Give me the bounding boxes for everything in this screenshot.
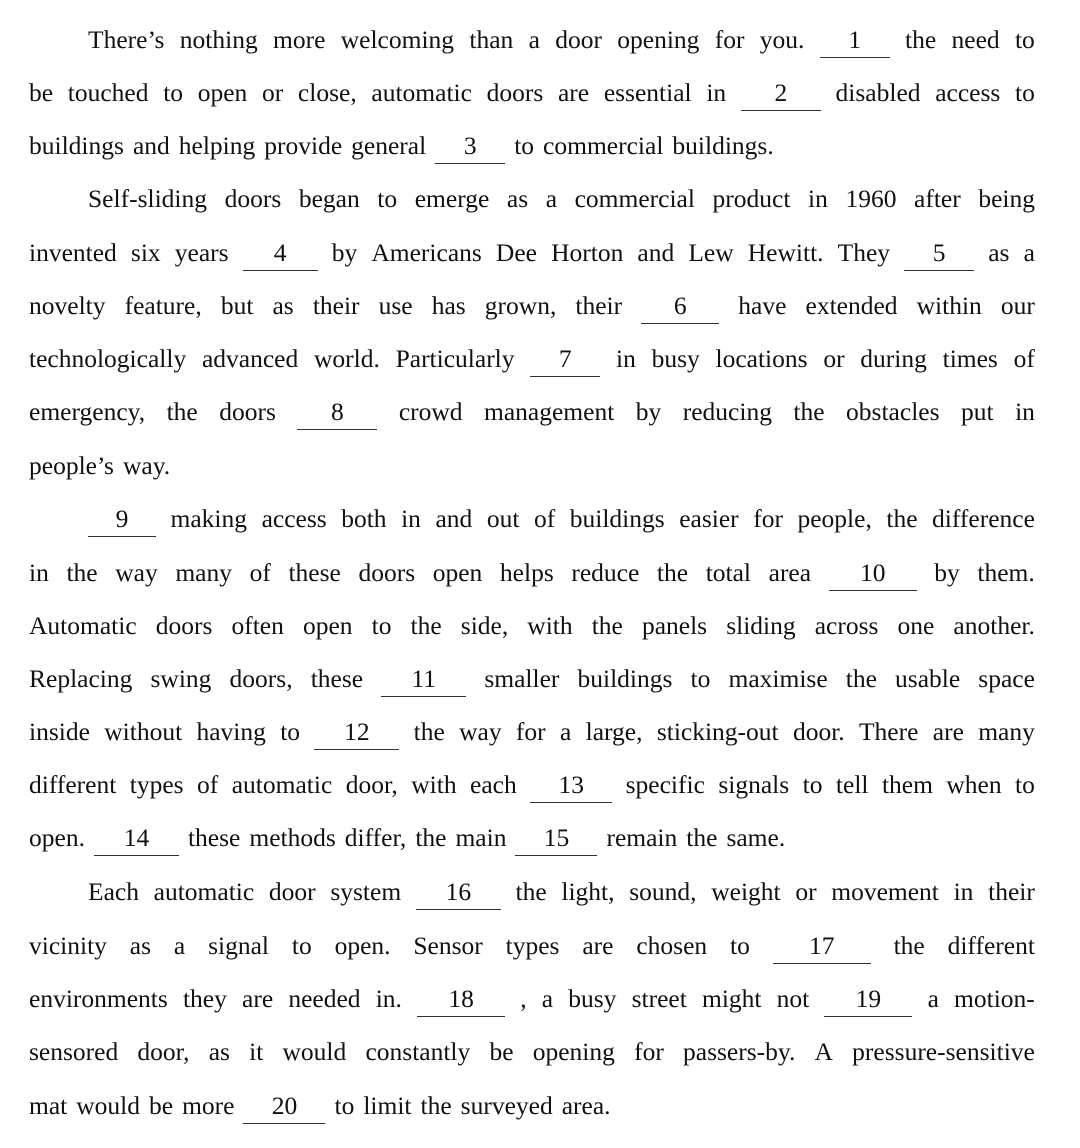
passage-word: Sensor bbox=[413, 931, 483, 960]
passage-word: be bbox=[149, 1091, 174, 1120]
answer-blank-17: 17 bbox=[773, 931, 871, 964]
passage-word: many bbox=[175, 558, 232, 587]
passage-word: inside bbox=[29, 717, 90, 746]
passage-word: Americans bbox=[371, 238, 482, 267]
passage-word: light, bbox=[561, 877, 615, 906]
passage-word: way bbox=[459, 717, 502, 746]
passage-word: to bbox=[730, 931, 750, 960]
passage-word: the bbox=[893, 931, 925, 960]
line-10 bbox=[88, 499, 1035, 539]
passage-word: the bbox=[905, 25, 937, 54]
passage-word: in bbox=[401, 504, 421, 533]
passage-word: the bbox=[886, 504, 918, 533]
passage-word: Horton bbox=[551, 238, 624, 267]
passage-word: them bbox=[881, 770, 933, 799]
passage-word: would bbox=[76, 1091, 140, 1120]
answer-blank-15: 15 bbox=[515, 823, 597, 856]
passage-word: invented bbox=[29, 238, 117, 267]
passage-word: a bbox=[927, 984, 939, 1013]
passage-word: people’s bbox=[29, 451, 114, 480]
passage-word: you. bbox=[759, 25, 805, 54]
passage-word: different bbox=[29, 770, 117, 799]
passage-word: with bbox=[527, 611, 573, 640]
answer-blank-9: 9 bbox=[88, 504, 156, 537]
passage-word: provide bbox=[264, 131, 343, 160]
passage-word: having bbox=[196, 717, 266, 746]
passage-word: to bbox=[371, 611, 392, 640]
passage-word: for bbox=[714, 25, 745, 54]
answer-blank-10: 10 bbox=[829, 558, 917, 591]
passage-word: Each bbox=[88, 877, 139, 906]
passage-word: a bbox=[528, 25, 540, 54]
passage-word: being bbox=[978, 184, 1035, 213]
passage-word: the bbox=[413, 717, 445, 746]
passage-word: There’s bbox=[88, 25, 165, 54]
passage-word: in bbox=[953, 877, 974, 906]
passage-word: our bbox=[1000, 291, 1035, 320]
line-4 bbox=[88, 179, 1035, 219]
passage-word: a bbox=[545, 184, 558, 213]
answer-blank-8: 8 bbox=[297, 397, 377, 430]
passage-word: to bbox=[690, 664, 711, 693]
passage-word: not bbox=[776, 984, 810, 1013]
passage-word: automatic bbox=[231, 770, 333, 799]
passage-word: out bbox=[486, 504, 520, 533]
passage-word: people, bbox=[797, 504, 872, 533]
passage-word: street bbox=[631, 984, 687, 1013]
passage-word: emerge bbox=[414, 184, 490, 213]
passage-word: to bbox=[163, 78, 184, 107]
passage-word: to bbox=[280, 717, 301, 746]
passage-word: Automatic bbox=[29, 611, 137, 640]
line-12 bbox=[29, 606, 1035, 646]
passage-word: total bbox=[705, 558, 752, 587]
passage-word: Self-sliding bbox=[88, 184, 207, 213]
answer-blank-4: 4 bbox=[243, 238, 318, 271]
passage-word: way bbox=[115, 558, 158, 587]
passage-word: differ, bbox=[344, 823, 407, 852]
passage-word: commercial bbox=[543, 131, 664, 160]
passage-word: it bbox=[249, 1037, 264, 1066]
passage-word: general bbox=[351, 131, 427, 160]
passage-word: opening bbox=[532, 1037, 615, 1066]
passage-word: way. bbox=[122, 451, 171, 480]
passage-word: their bbox=[575, 291, 623, 320]
passage-word: close, bbox=[297, 78, 357, 107]
line-9 bbox=[29, 446, 1035, 486]
passage-word: each bbox=[470, 770, 517, 799]
line-3 bbox=[29, 126, 1035, 166]
passage-word: motion- bbox=[954, 984, 1035, 1013]
passage-word: their bbox=[312, 291, 360, 320]
passage-word: be bbox=[489, 1037, 514, 1066]
passage-word: more bbox=[182, 1091, 235, 1120]
passage-word: buildings bbox=[569, 504, 665, 533]
passage-word: with bbox=[411, 770, 457, 799]
passage-word: emergency, bbox=[29, 397, 146, 426]
passage-word: management bbox=[484, 397, 615, 426]
passage-word: many bbox=[978, 717, 1035, 746]
passage-word: the bbox=[420, 1091, 452, 1120]
line-11 bbox=[29, 553, 1035, 593]
passage-word: types bbox=[505, 931, 560, 960]
line-18 bbox=[29, 926, 1035, 966]
passage-word: and bbox=[132, 131, 170, 160]
line-19 bbox=[29, 979, 1035, 1019]
passage-word: by bbox=[331, 238, 358, 267]
passage-word: reducing bbox=[682, 397, 772, 426]
passage-word: have bbox=[738, 291, 787, 320]
passage-word: the bbox=[845, 664, 877, 693]
passage-word: in bbox=[616, 344, 636, 373]
passage-word: tell bbox=[835, 770, 869, 799]
passage-word: open bbox=[302, 611, 353, 640]
passage-word: easier bbox=[679, 504, 739, 533]
passage-word: often bbox=[231, 611, 284, 640]
line-7 bbox=[29, 339, 1035, 379]
passage-word: without bbox=[104, 717, 183, 746]
passage-word: for bbox=[634, 1037, 664, 1066]
passage-word: are bbox=[242, 984, 274, 1013]
passage-word: technologically bbox=[29, 344, 187, 373]
passage-word: in bbox=[29, 558, 49, 587]
passage-word: buildings bbox=[29, 131, 124, 160]
passage-word: six bbox=[130, 238, 161, 267]
passage-word: or bbox=[823, 344, 845, 373]
passage-word: grown, bbox=[484, 291, 557, 320]
passage-word: mat bbox=[29, 1091, 68, 1120]
passage-word: within bbox=[916, 291, 982, 320]
passage-word: a bbox=[1023, 238, 1035, 267]
passage-word: as bbox=[506, 184, 529, 213]
passage-word: same. bbox=[726, 823, 786, 852]
passage-word: as bbox=[272, 291, 294, 320]
answer-blank-7: 7 bbox=[530, 344, 600, 377]
passage-word: doors, bbox=[229, 664, 293, 693]
passage-word: the bbox=[656, 558, 689, 587]
passage-word: the bbox=[515, 877, 547, 906]
passage-word: essential bbox=[603, 78, 692, 107]
passage-word: open bbox=[197, 78, 248, 107]
passage-word: There bbox=[858, 717, 919, 746]
passage-word: constantly bbox=[365, 1037, 471, 1066]
passage-word: a bbox=[541, 984, 554, 1013]
line-6 bbox=[29, 286, 1035, 326]
passage-word: as bbox=[208, 1037, 230, 1066]
passage-word: Dee bbox=[495, 238, 537, 267]
passage-word: of bbox=[249, 558, 271, 587]
passage-word: has bbox=[431, 291, 466, 320]
passage-word: are bbox=[582, 931, 614, 960]
passage-word: are bbox=[557, 78, 590, 107]
line-14 bbox=[29, 712, 1035, 752]
passage-word: methods bbox=[249, 823, 336, 852]
passage-word: main bbox=[455, 823, 507, 852]
answer-blank-12: 12 bbox=[314, 717, 399, 750]
passage-word: the bbox=[410, 611, 442, 640]
passage-word: in bbox=[706, 78, 727, 107]
passage-word: years bbox=[174, 238, 229, 267]
passage-word: are bbox=[932, 717, 964, 746]
passage-word: they bbox=[182, 984, 227, 1013]
passage-word: , bbox=[520, 984, 527, 1013]
passage-word: began bbox=[298, 184, 360, 213]
passage-word: 1960 bbox=[845, 184, 897, 213]
passage-word: novelty bbox=[29, 291, 106, 320]
passage-word: difference bbox=[932, 504, 1035, 533]
passage-word: open. bbox=[29, 823, 85, 852]
passage-word: door. bbox=[792, 717, 845, 746]
passage-word: busy bbox=[651, 344, 700, 373]
passage-word: system bbox=[330, 877, 402, 906]
passage-word: product bbox=[712, 184, 791, 213]
passage-word: surveyed bbox=[460, 1091, 553, 1120]
passage-word: than bbox=[469, 25, 514, 54]
passage-word: in bbox=[1015, 397, 1035, 426]
passage-word: to bbox=[802, 770, 823, 799]
passage-word: reduce bbox=[571, 558, 640, 587]
passage-word: a bbox=[173, 931, 186, 960]
passage-word: of bbox=[197, 770, 219, 799]
passage-word: commercial bbox=[574, 184, 695, 213]
passage-word: doors bbox=[486, 78, 544, 107]
line-16 bbox=[29, 818, 1035, 858]
passage-word: maximise bbox=[728, 664, 828, 693]
passage-word: passers-by. bbox=[683, 1037, 796, 1066]
answer-blank-18: 18 bbox=[417, 984, 505, 1017]
passage-word: the bbox=[166, 397, 198, 426]
passage-word: doors bbox=[155, 611, 213, 640]
passage-word: sliding bbox=[726, 611, 796, 640]
passage-word: touched bbox=[67, 78, 149, 107]
passage-word: making bbox=[170, 504, 248, 533]
passage-word: more bbox=[273, 25, 326, 54]
passage-word: but bbox=[220, 291, 254, 320]
passage-word: sticking-out bbox=[656, 717, 779, 746]
passage-word: signals bbox=[718, 770, 790, 799]
passage-word: as bbox=[129, 931, 152, 960]
passage-word: during bbox=[860, 344, 927, 373]
answer-blank-13: 13 bbox=[530, 770, 612, 803]
line-1 bbox=[88, 20, 1035, 60]
answer-blank-1: 1 bbox=[820, 25, 890, 58]
passage-word: space bbox=[978, 664, 1035, 693]
passage-word: sound, bbox=[629, 877, 697, 906]
passage-word: swing bbox=[150, 664, 212, 693]
passage-word: doors bbox=[219, 397, 276, 426]
passage-word: side, bbox=[460, 611, 509, 640]
passage-word: door bbox=[555, 25, 602, 54]
answer-blank-20: 20 bbox=[243, 1091, 325, 1124]
line-2 bbox=[29, 73, 1035, 113]
passage-word: to bbox=[377, 184, 398, 213]
passage-word: might bbox=[701, 984, 762, 1013]
passage-word: and bbox=[435, 504, 473, 533]
passage-word: open bbox=[432, 558, 483, 587]
passage-word: in. bbox=[375, 984, 402, 1013]
passage-word: busy bbox=[568, 984, 617, 1013]
passage-word: needed bbox=[288, 984, 361, 1013]
passage-word: area bbox=[768, 558, 812, 587]
passage-word: to bbox=[1015, 770, 1035, 799]
passage-word: area. bbox=[561, 1091, 611, 1120]
passage-word: sensored bbox=[29, 1037, 119, 1066]
passage-word: locations bbox=[715, 344, 808, 373]
answer-blank-19: 19 bbox=[824, 984, 912, 1017]
passage-word: across bbox=[814, 611, 879, 640]
passage-word: the bbox=[686, 823, 718, 852]
passage-word: to bbox=[334, 1091, 355, 1120]
passage-word: vicinity bbox=[29, 931, 107, 960]
passage-word: to bbox=[1015, 78, 1035, 107]
passage-word: access bbox=[261, 504, 327, 533]
passage-word: them. bbox=[977, 558, 1035, 587]
passage-word: nothing bbox=[179, 25, 258, 54]
passage-word: doors bbox=[224, 184, 282, 213]
passage-word: to bbox=[1014, 25, 1035, 54]
passage-word: helping bbox=[178, 131, 256, 160]
passage-word: panels bbox=[641, 611, 708, 640]
passage-word: movement bbox=[831, 877, 939, 906]
passage-word: be bbox=[29, 78, 54, 107]
passage-word: open. bbox=[334, 931, 391, 960]
answer-blank-14: 14 bbox=[94, 823, 179, 856]
passage-word: Lew bbox=[688, 238, 734, 267]
passage-word: door, bbox=[345, 770, 398, 799]
passage-word: large, bbox=[585, 717, 643, 746]
passage-word: environments bbox=[29, 984, 168, 1013]
passage-word: doors bbox=[358, 558, 416, 587]
passage-word: door, bbox=[137, 1037, 190, 1066]
passage-word: buildings. bbox=[672, 131, 774, 160]
passage-word: and bbox=[637, 238, 675, 267]
line-20 bbox=[29, 1032, 1035, 1072]
passage-word: They bbox=[837, 238, 891, 267]
passage-word: helps bbox=[499, 558, 554, 587]
passage-word: or bbox=[261, 78, 284, 107]
passage-word: obstacles bbox=[846, 397, 940, 426]
answer-blank-6: 6 bbox=[641, 291, 719, 324]
passage-word: for bbox=[515, 717, 546, 746]
passage-word: advanced bbox=[201, 344, 299, 373]
passage-word: the bbox=[415, 823, 447, 852]
passage-word: when bbox=[946, 770, 1002, 799]
answer-blank-16: 16 bbox=[416, 877, 501, 910]
passage-word: or bbox=[795, 877, 817, 906]
passage-word: feature, bbox=[124, 291, 202, 320]
passage-word: Hewitt. bbox=[747, 238, 824, 267]
passage-word: use bbox=[378, 291, 413, 320]
passage-word: door bbox=[268, 877, 316, 906]
passage-word: another. bbox=[953, 611, 1035, 640]
line-5 bbox=[29, 233, 1035, 273]
passage-word: extended bbox=[805, 291, 898, 320]
passage-word: Replacing bbox=[29, 664, 133, 693]
passage-word: remain bbox=[606, 823, 678, 852]
passage-word: as bbox=[988, 238, 1010, 267]
passage-word: types bbox=[129, 770, 184, 799]
answer-blank-3: 3 bbox=[435, 131, 505, 164]
passage-word: would bbox=[282, 1037, 347, 1066]
passage-word: their bbox=[988, 877, 1035, 906]
line-21 bbox=[29, 1086, 1035, 1126]
passage-word: access bbox=[935, 78, 1001, 107]
passage-word: weight bbox=[711, 877, 781, 906]
answer-blank-11: 11 bbox=[381, 664, 466, 697]
passage-word: disabled bbox=[835, 78, 921, 107]
passage-word: after bbox=[914, 184, 961, 213]
passage-word: specific bbox=[625, 770, 705, 799]
line-8 bbox=[29, 392, 1035, 432]
passage-word: the bbox=[793, 397, 825, 426]
passage-word: for bbox=[753, 504, 783, 533]
passage-word: to bbox=[514, 131, 535, 160]
passage-word: welcoming bbox=[340, 25, 455, 54]
passage-word: pressure-sensitive bbox=[852, 1037, 1035, 1066]
passage-word: the bbox=[591, 611, 623, 640]
passage-word: automatic bbox=[153, 877, 255, 906]
passage-word: chosen bbox=[636, 931, 708, 960]
passage-word: buildings bbox=[577, 664, 673, 693]
passage-word: smaller bbox=[484, 664, 560, 693]
passage-word: A bbox=[814, 1037, 833, 1066]
passage-word: these bbox=[310, 664, 364, 693]
line-17 bbox=[88, 872, 1035, 912]
passage-word: of bbox=[1013, 344, 1035, 373]
passage-word: the bbox=[66, 558, 98, 587]
passage-word: automatic bbox=[371, 78, 472, 107]
passage-word: a bbox=[559, 717, 572, 746]
passage-word: to bbox=[291, 931, 312, 960]
passage-word: signal bbox=[208, 931, 269, 960]
answer-blank-5: 5 bbox=[904, 238, 974, 271]
passage-word: these bbox=[288, 558, 341, 587]
passage-word: Particularly bbox=[395, 344, 515, 373]
passage-word: crowd bbox=[398, 397, 463, 426]
passage-word: in bbox=[808, 184, 828, 213]
passage-word: both bbox=[341, 504, 387, 533]
passage-word: different bbox=[947, 931, 1035, 960]
answer-blank-2: 2 bbox=[741, 78, 821, 111]
passage-word: opening bbox=[617, 25, 700, 54]
passage-word: limit bbox=[363, 1091, 412, 1120]
passage-word: these bbox=[187, 823, 241, 852]
passage-word: by bbox=[934, 558, 960, 587]
passage-word: by bbox=[635, 397, 662, 426]
line-13 bbox=[29, 659, 1035, 699]
passage-word: of bbox=[533, 504, 556, 533]
passage-word: usable bbox=[895, 664, 961, 693]
passage-word: put bbox=[961, 397, 994, 426]
line-15 bbox=[29, 765, 1035, 805]
passage-word: need bbox=[951, 25, 1000, 54]
passage-word: one bbox=[897, 611, 935, 640]
passage-word: world. bbox=[313, 344, 380, 373]
passage-word: times bbox=[942, 344, 998, 373]
